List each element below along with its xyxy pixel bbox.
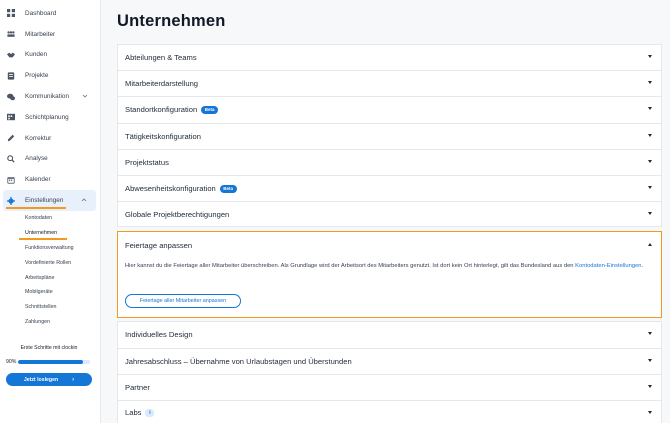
dashboard-icon (6, 9, 15, 18)
chevron-right-icon: › (72, 376, 75, 383)
section-label: Labs (125, 408, 142, 418)
progress-row (3, 359, 95, 365)
section-standortkonfiguration[interactable] (117, 96, 662, 122)
section-label: Jahresabschluss – Übernahme von Urlaubstagen und Überstunden (125, 356, 352, 366)
submenu-item-vordefinierte-rollen[interactable] (25, 255, 100, 270)
sidebar-item-mitarbeiter[interactable] (0, 24, 100, 45)
beta-badge: Beta (220, 185, 237, 193)
handshake-icon (6, 50, 15, 59)
sidebar-item-projekte[interactable] (0, 65, 100, 86)
sidebar-nav (0, 0, 100, 211)
section-label: Projektstatus (125, 157, 169, 167)
section-feiertage-anpassen (117, 231, 662, 318)
caret-down-icon (648, 160, 652, 163)
sidebar-item-korrektur[interactable] (0, 128, 100, 149)
settings-accordion (117, 44, 662, 423)
submenu-item-unternehmen[interactable] (25, 226, 100, 241)
section-individuelles-design[interactable] (117, 321, 662, 347)
caret-down-icon (648, 107, 652, 110)
chevron-down-icon[interactable] (82, 93, 88, 99)
sidebar-item-label: Projekte (25, 72, 49, 80)
sidebar (0, 0, 101, 423)
sidebar-item-label: Mitarbeiter (25, 30, 56, 38)
sidebar-item-analyse[interactable] (0, 149, 100, 170)
submenu-item-label: Vordefinierte Rollen (25, 259, 72, 266)
highlight-underline (6, 207, 66, 209)
highlight-underline (19, 238, 67, 240)
section-label: Standortkonfiguration (125, 105, 198, 115)
submenu-item-arbeitsplaene[interactable] (25, 270, 100, 285)
description-text: Hier kannst du die Feiertage aller Mitarbeiter überschreiben. Als Grundlage wird der Arbeitsort des Mitarbeiters genutzt. Ist dort kein Ort hinterlegt, gilt das Bundesland aus den (125, 263, 576, 270)
sidebar-item-label: Schichtplanung (25, 113, 69, 121)
sidebar-item-label: Dashboard (25, 9, 57, 17)
submenu-item-label: Funktionsverwaltung (25, 244, 74, 251)
sidebar-item-kalender[interactable] (0, 169, 100, 190)
onboarding-steps (3, 340, 95, 390)
pencil-icon (6, 134, 15, 143)
submenu-item-label: Schnittstellen (25, 304, 57, 311)
steps-title: Erste Schritte mit clockin (20, 345, 78, 351)
calendar-icon (6, 175, 15, 184)
section-label: Abwesenheitskonfiguration (125, 184, 216, 194)
adjust-holidays-button[interactable]: Feiertage aller Mitarbeiter anpassen (125, 294, 241, 308)
submenu-item-kontodaten[interactable] (25, 211, 100, 226)
section-taetigkeitskonfiguration[interactable] (117, 123, 662, 149)
sidebar-item-label: Kommunikation (25, 93, 70, 101)
section-label: Individuelles Design (125, 330, 193, 340)
caret-up-icon[interactable] (648, 243, 652, 246)
sidebar-submenu (0, 211, 100, 329)
chevron-up-icon[interactable] (81, 197, 87, 203)
sidebar-item-schichtplanung[interactable] (0, 107, 100, 128)
page-title: Unternehmen (117, 12, 226, 30)
sidebar-item-label: Analyse (25, 155, 48, 163)
progress-percent: 90% (6, 359, 17, 365)
chat-icon (6, 92, 15, 101)
submenu-item-funktionsverwaltung[interactable] (25, 241, 100, 256)
section-abwesenheitskonfiguration[interactable] (117, 175, 662, 201)
shift-icon (6, 113, 15, 122)
get-started-button[interactable] (6, 373, 92, 386)
section-projektstatus[interactable] (117, 149, 662, 175)
beta-badge: Beta (201, 106, 218, 114)
caret-down-icon (648, 55, 652, 58)
section-mitarbeiterdarstellung[interactable] (117, 70, 662, 96)
section-label: Tätigkeitskonfiguration (125, 131, 201, 141)
caret-down-icon (648, 186, 652, 189)
caret-down-icon (648, 359, 652, 362)
get-started-label: Jetzt loslegen (23, 376, 59, 383)
section-label: Feiertage anpassen (125, 241, 193, 251)
submenu-item-mobilgeraete[interactable] (25, 285, 100, 300)
submenu-item-label: Unternehmen (25, 230, 58, 237)
gear-icon (6, 196, 15, 205)
section-abteilungen-teams[interactable] (117, 44, 662, 70)
sidebar-item-label: Kunden (25, 51, 48, 59)
section-globale-projektberechtigungen[interactable] (117, 201, 662, 227)
description-text-end: . (641, 263, 644, 270)
submenu-item-schnittstellen[interactable] (25, 300, 100, 315)
progress-bar (18, 360, 90, 364)
section-header[interactable] (125, 232, 661, 259)
sidebar-item-dashboard[interactable] (0, 3, 100, 24)
employees-icon (6, 30, 15, 39)
sidebar-item-kommunikation[interactable] (0, 86, 100, 107)
section-label: Mitarbeiterdarstellung (125, 79, 199, 89)
section-labs[interactable] (117, 400, 662, 423)
projects-icon (6, 71, 15, 80)
submenu-item-label: Mobilgeräte (25, 289, 53, 296)
analysis-icon (6, 154, 15, 163)
caret-down-icon (648, 385, 652, 388)
progress-fill (18, 360, 83, 364)
submenu-item-zahlungen[interactable] (25, 315, 100, 330)
main-content (101, 0, 670, 423)
section-jahresabschluss[interactable] (117, 348, 662, 374)
submenu-item-label: Zahlungen (25, 318, 51, 325)
caret-down-icon (648, 332, 652, 335)
submenu-item-label: Arbeitspläne (25, 274, 55, 281)
sidebar-item-label: Kalender (25, 176, 51, 184)
submenu-item-label: Kontodaten (25, 215, 53, 222)
sidebar-item-label: Korrektur (25, 134, 52, 142)
caret-down-icon (648, 411, 652, 414)
caret-down-icon (648, 134, 652, 137)
sidebar-item-kunden[interactable] (0, 45, 100, 66)
sidebar-item-einstellungen[interactable] (3, 190, 96, 211)
sidebar-item-label: Einstellungen (25, 197, 64, 205)
caret-down-icon (648, 81, 652, 84)
section-label: Globale Projektberechtigungen (125, 209, 230, 219)
section-partner[interactable] (117, 374, 662, 400)
kontodaten-settings-link[interactable]: Kontodaten-Einstellungen (575, 263, 642, 270)
info-icon: i (145, 409, 154, 417)
section-label: Abteilungen & Teams (125, 53, 197, 63)
section-description (125, 262, 650, 271)
section-label: Partner (125, 382, 150, 392)
caret-down-icon (648, 212, 652, 215)
